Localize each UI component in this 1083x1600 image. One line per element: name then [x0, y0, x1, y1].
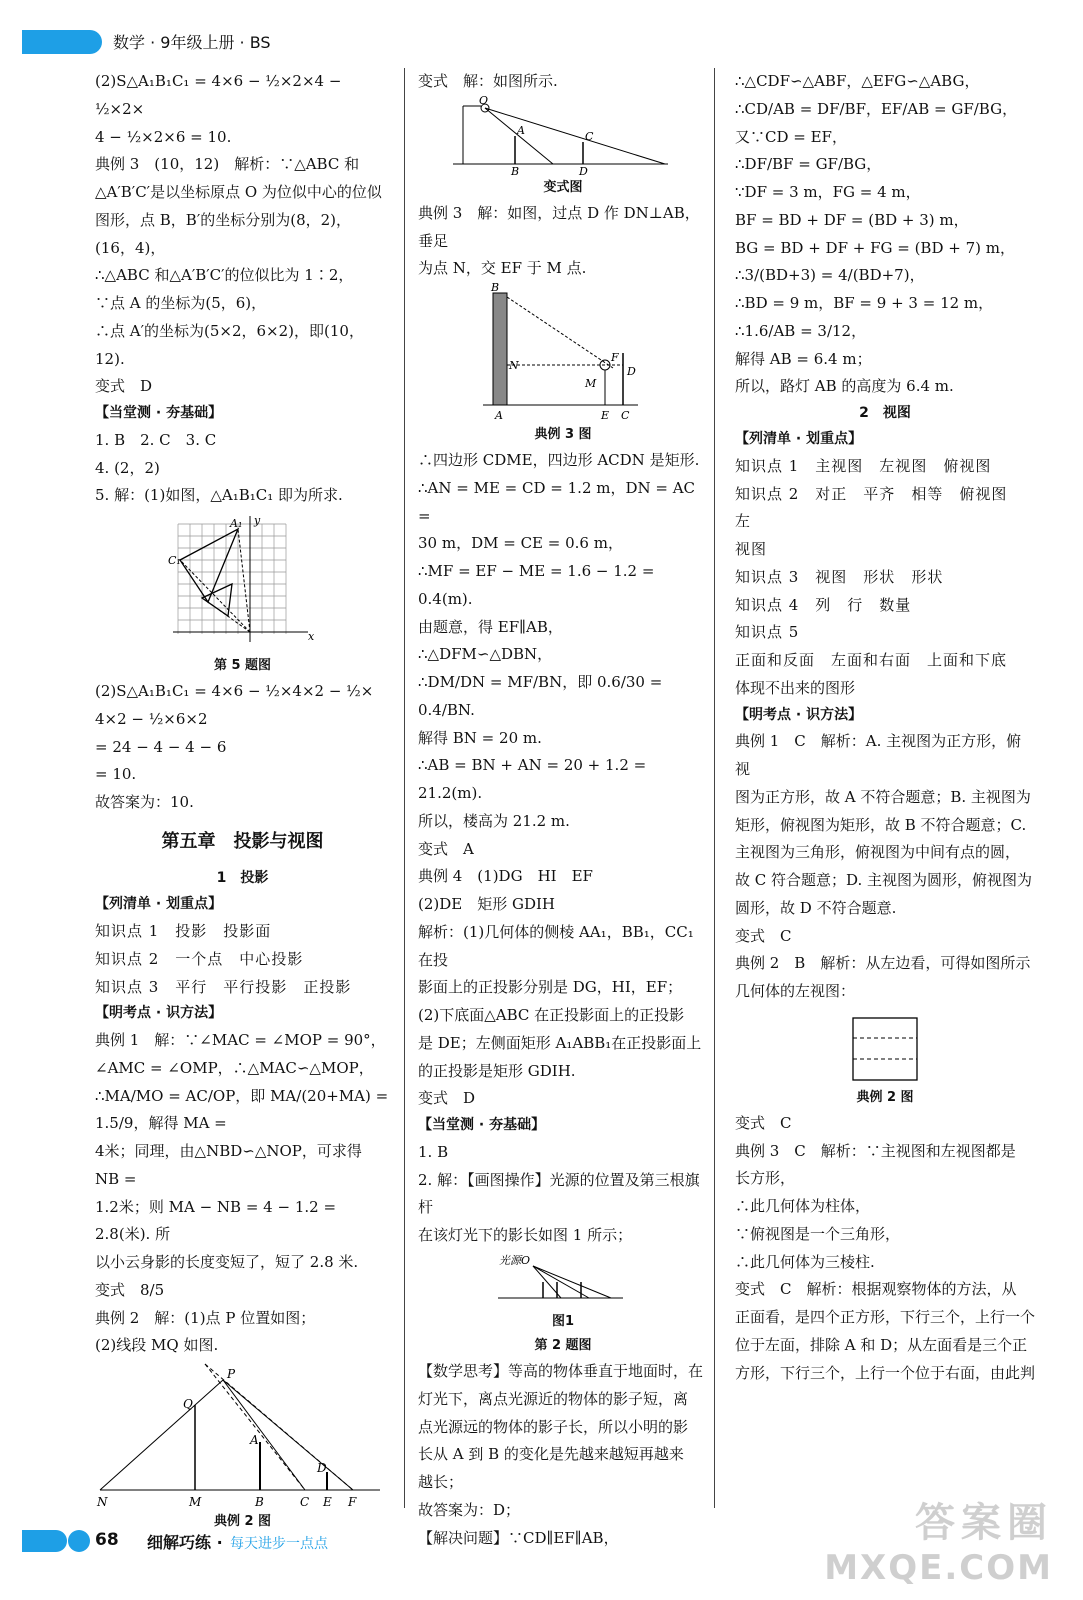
text-line: 典例 1 C 解析：A. 主视图为正方形，俯视	[735, 732, 1022, 779]
text-line: 矩形，俯视图为矩形，故 B 不符合题意；C.	[735, 815, 1027, 834]
figure-caption: 典例 2 图	[856, 1089, 914, 1105]
text-line: 知识点 2 对正 平齐 相等 俯视图 左	[735, 484, 1024, 531]
text-line: 变式 8/5	[95, 1280, 165, 1299]
text-line: 所以，楼高为 21.2 m.	[418, 811, 570, 830]
grid-figure	[168, 514, 318, 654]
text-line: ∴BD = 9 m，BF = 9 + 3 = 12 m，	[735, 294, 994, 312]
footer-slogan: 每天进步一点点	[230, 1536, 328, 1552]
text-line: 变式 D	[418, 1089, 476, 1108]
watermark-logo: 答案圈	[915, 1500, 1053, 1546]
problem2-figure	[493, 1250, 633, 1310]
text-line: 4米；同理，由△NBD∽△NOP，可求得 NB =	[95, 1142, 362, 1188]
page-header-title: 数学 · 9年级上册 · BS	[113, 33, 271, 52]
text-line: 长从 A 到 B 的变化是先越来越短再越来	[418, 1445, 684, 1464]
label-p: P	[227, 1367, 236, 1382]
text-line: 故答案为：D；	[418, 1500, 521, 1519]
section-title: 2 视图	[859, 405, 911, 421]
figure-caption: 第 2 题图	[534, 1338, 592, 1354]
watermark	[824, 1491, 1053, 1588]
text-line: 知识点 5	[735, 623, 800, 642]
column-middle	[418, 68, 708, 1552]
example3-figure	[473, 283, 653, 423]
figure-caption: 典例 2 图	[213, 1514, 272, 1530]
text-line: ∴AN = ME = CD = 1.2 m，DN = AC =	[418, 478, 696, 525]
label-m: M	[585, 377, 597, 391]
text-line: 4. (2，2)	[95, 458, 160, 477]
text-line: ∴△CDF∽△ABF，△EFG∽△ABG，	[735, 72, 980, 90]
text-line: 体现不出来的图形	[735, 678, 856, 697]
label-m: M	[189, 1495, 202, 1510]
text-line: ∴1.6/AB = 3/12，	[735, 321, 867, 340]
text-line: 是 DE；左侧面矩形 A₁ABB₁在正投影面上	[418, 1033, 702, 1052]
text-line: 所以，路灯 AB 的高度为 6.4 m.	[735, 377, 954, 396]
figure-caption: 图1	[551, 1313, 575, 1329]
text-line: 变式 C 解析：根据观察物体的方法，从	[735, 1280, 1017, 1299]
text-line: ∵DF = 3 m，FG = 4 m，	[735, 183, 921, 201]
left-view-figure	[845, 1014, 925, 1086]
text-line: 几何体的左视图：	[735, 982, 856, 1001]
text-line: ∴MA/MO = AC/OP，即 MA/(20+MA) = 1.5/9，解得 MA =	[95, 1086, 389, 1133]
label-d: D	[579, 164, 588, 176]
text-line: 越长；	[418, 1473, 464, 1492]
text-line: 典例 2 解：(1)点 P 位置如图；	[95, 1308, 316, 1327]
footer-brand: 细解巧练 ·	[147, 1533, 223, 1552]
section-heading: 【当堂测 · 夯基础】	[95, 405, 223, 421]
text-line: 变式 C	[735, 1113, 792, 1132]
text-line: 典例 3 C 解析：∵主视图和左视图都是	[735, 1141, 1016, 1160]
text-line: ∴△DFM∽△DBN，	[418, 645, 553, 664]
text-line: ∵俯视图是一个三角形，	[735, 1224, 901, 1243]
column-right	[735, 68, 1035, 1387]
text-line: 变式 解：如图所示.	[418, 72, 558, 90]
text-line: (2)S△A₁B₁C₁ = 4×6 − ½×4×2 − ½×	[95, 682, 374, 701]
text-line: = 10.	[95, 765, 137, 784]
footer-dot	[68, 1530, 90, 1552]
header-tab	[22, 30, 102, 54]
text-line: 图形，点 B，B′的坐标分别为(8，2)，(16，4)，	[95, 210, 352, 257]
text-line: 5. 解：(1)如图，△A₁B₁C₁ 即为所求.	[95, 486, 343, 505]
label-c: C	[585, 129, 594, 143]
text-line: ∴MF = EF − ME = 1.6 − 1.2 = 0.4(m).	[418, 562, 655, 608]
text-line: 【数学思考】等高的物体垂直于地面时，在	[418, 1362, 704, 1381]
text-line: 知识点 1 主视图 左视图 俯视图	[735, 456, 992, 475]
text-line: 4 − ½×2×6 = 10.	[95, 127, 232, 146]
label-f: F	[348, 1495, 357, 1510]
text-line: 位于左面，排除 A 和 D；从左面看是三个正	[735, 1335, 1028, 1354]
text-line: 【解决问题】∵CD∥EF∥AB，	[418, 1528, 619, 1547]
text-line: ∴四边形 CDME，四边形 ACDN 是矩形.	[418, 451, 700, 470]
text-line: 1. B 2. C 3. C	[95, 430, 217, 449]
section-heading: 【列清单 · 划重点】	[95, 896, 223, 913]
text-line: 正面和反面 左面和右面 上面和下底	[735, 651, 1008, 670]
text-line: 图为正方形，故 A 不符合题意；B. 主视图为	[735, 787, 1031, 806]
text-line: ∵点 A 的坐标为(5，6)，	[95, 294, 267, 312]
text-line: 变式 C	[735, 926, 792, 945]
text-line: 知识点 4 列 行 数量	[735, 595, 912, 614]
text-line: 为点 N，交 EF 于 M 点.	[418, 259, 587, 278]
label-a: A	[517, 123, 525, 137]
label-e: E	[601, 409, 610, 423]
label-a: A	[250, 1433, 259, 1448]
text-line: 正面看，是四个正方形，下行三个，上行一个	[735, 1308, 1036, 1327]
text-line: (2)下底面△ABC 在正投影面上的正投影	[418, 1006, 685, 1025]
text-line: 解得 BN = 20 m.	[418, 728, 542, 747]
text-line: 知识点 2 一个点 中心投影	[95, 949, 304, 968]
label-x: x	[307, 630, 314, 644]
text-line: ∴DF/BF = GF/BG，	[735, 155, 882, 174]
section-heading: 【明考点 · 识方法】	[95, 1005, 223, 1022]
label-e: E	[323, 1495, 332, 1510]
text-line: 长方形，	[735, 1169, 796, 1188]
text-line: 知识点 1 投影 投影面	[95, 922, 272, 941]
text-line: ∴CD/AB = DF/BF，EF/AB = GF/BG，	[735, 99, 1018, 118]
text-line: 灯光下，离点光源近的物体的影子短，离	[418, 1389, 689, 1408]
text-line: △A′B′C′是以坐标原点 O 为位似中心的位似	[95, 183, 382, 201]
text-line: ∴点 A′的坐标为(5×2，6×2)，即(10，12).	[95, 321, 364, 368]
text-line: 解得 AB = 6.4 m；	[735, 349, 872, 368]
label-d: D	[317, 1461, 327, 1476]
text-line: 又∵CD = EF，	[735, 127, 847, 146]
text-line: ∠AMC = ∠OMP，∴△MAC∽△MOP，	[95, 1058, 374, 1077]
column-left	[95, 68, 390, 1534]
figure-caption: 典例 3 图	[534, 427, 592, 443]
text-line: 方形，下行三个，上行一个位于右面，由此判	[735, 1363, 1036, 1382]
column-divider	[404, 68, 405, 1508]
text-line: ∴AB = BN + AN = 20 + 1.2 = 21.2(m).	[418, 756, 647, 803]
section-heading: 【明考点 · 识方法】	[735, 706, 863, 723]
text-line: 2. 解：【画图操作】光源的位置及第三根旗杆	[418, 1170, 700, 1217]
text-line: 在该灯光下的影长如图 1 所示；	[418, 1226, 633, 1245]
label-n: N	[509, 359, 519, 373]
text-line: 典例 1 解：∵∠MAC = ∠MOP = 90°，	[95, 1031, 386, 1050]
text-line: 主视图为三角形，俯视图为中间有点的圆，	[735, 843, 1021, 862]
label-f: F	[611, 351, 619, 365]
text-line: BF = BD + DF = (BD + 3) m，	[735, 210, 969, 229]
label-b: B	[491, 283, 500, 295]
section-heading: 【当堂测 · 夯基础】	[418, 1117, 546, 1134]
chapter-title: 第五章 投影与视图	[161, 830, 324, 852]
label-b: B	[511, 164, 520, 176]
text-line: (2)S△A₁B₁C₁ = 4×6 − ½×2×4 − ½×2×	[95, 72, 342, 118]
footer-pill	[22, 1530, 67, 1552]
text-line: 30 m，DM = CE = 0.6 m，	[418, 534, 623, 553]
text-line: 典例 4 (1)DG HI EF	[418, 867, 593, 886]
text-line: (2)线段 MQ 如图.	[95, 1336, 219, 1355]
text-line: ∴3/(BD+3) = 4/(BD+7)，	[735, 266, 925, 285]
label-c1: C₁	[167, 554, 181, 568]
text-line: 1. B	[418, 1142, 449, 1161]
label-n: N	[97, 1495, 108, 1510]
text-line: 4×2 − ½×6×2	[95, 709, 208, 728]
label-light: 光源O	[499, 1253, 531, 1267]
label-c: C	[621, 409, 630, 423]
text-line: 典例 3 解：如图，过点 D 作 DN⊥AB，垂足	[418, 203, 700, 250]
text-line: 以小云身影的长度变短了，短了 2.8 米.	[95, 1253, 359, 1272]
label-c: C	[300, 1495, 310, 1510]
page-number: 68	[95, 1530, 119, 1550]
text-line: 影面上的正投影分别是 DG，HI，EF；	[418, 978, 683, 997]
text-line: = 24 − 4 − 4 − 6	[95, 737, 227, 756]
text-line: 圆形，故 D 不符合题意.	[735, 898, 897, 917]
label-q: Q	[183, 1397, 193, 1412]
text-line: (2)DE 矩形 GDIH	[418, 895, 556, 914]
text-line: ∴△ABC 和△A′B′C′的位似比为 1∶2，	[95, 266, 354, 285]
text-line: 变式 A	[418, 839, 474, 858]
figure-caption: 第 5 题图	[213, 658, 272, 674]
text-line: 的正投影是矩形 GDIH.	[418, 1061, 576, 1080]
text-line: 点光源远的物体的影子长，所以小明的影	[418, 1417, 689, 1436]
variant-figure	[443, 96, 683, 176]
text-line: 由题意，得 EF∥AB，	[418, 617, 563, 636]
example2-figure	[95, 1360, 385, 1510]
label-a: A	[495, 409, 503, 423]
text-line: 1.2米；则 MA − NB = 4 − 1.2 = 2.8(米). 所	[95, 1197, 337, 1244]
text-line: 典例 2 B 解析：从左边看，可得如图所示	[735, 954, 1031, 973]
text-line: BG = BD + DF + FG = (BD + 7) m，	[735, 238, 1015, 257]
label-a1: A₁	[229, 517, 242, 531]
text-line: 知识点 3 视图 形状 形状	[735, 567, 944, 586]
text-line: 故 C 符合题意；D. 主视图为圆形，俯视图为	[735, 871, 1033, 890]
text-line: ∴此几何体为柱体，	[735, 1197, 871, 1216]
label-d: D	[627, 365, 636, 379]
watermark-url: MXQE.COM	[824, 1548, 1053, 1588]
label-o: O	[479, 95, 489, 107]
text-line: 解析：(1)几何体的侧棱 AA₁，BB₁，CC₁在投	[418, 922, 694, 969]
label-b: B	[255, 1495, 264, 1510]
section-heading: 【列清单 · 划重点】	[735, 430, 863, 447]
text-line: ∴DM/DN = MF/BN，即 0.6/30 = 0.4/BN.	[418, 673, 663, 719]
text-line: 知识点 3 平行 平行投影 正投影	[95, 977, 352, 996]
label-y: y	[253, 514, 260, 528]
text-line: 典例 3 (10，12) 解析：∵△ABC 和	[95, 155, 360, 174]
text-line: 变式 D	[95, 377, 153, 396]
text-line: 故答案为：10.	[95, 793, 194, 812]
text-line: ∴此几何体为三棱柱.	[735, 1252, 875, 1271]
section-title: 1 投影	[216, 870, 269, 887]
text-line: 视图	[735, 540, 768, 559]
column-divider	[714, 68, 715, 1508]
figure-caption: 变式图	[543, 179, 583, 195]
